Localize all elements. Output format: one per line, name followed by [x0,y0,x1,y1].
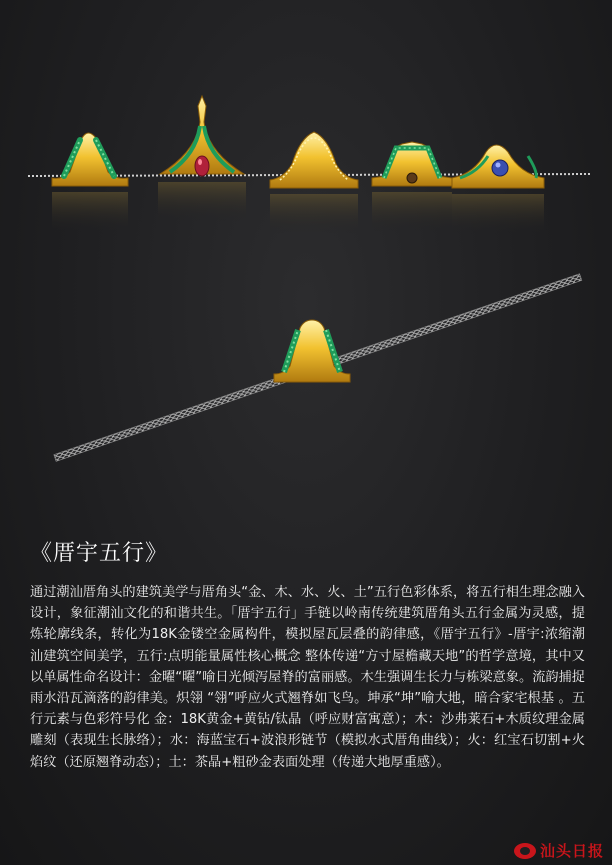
single-charm-bracelet [54,274,582,462]
charm-earth [372,142,452,232]
charm-wood-single [274,320,350,382]
top-bracelet [28,96,590,234]
logo-text: 汕头日报 [539,842,604,860]
article-description: 通过潮汕厝角头的建筑美学与厝角头“金、木、水、火、土”五行色彩体系，将五行相生理念融入设计，象征潮汕文化的和谐共生。「厝宇五行」手链以岭南传统建筑厝角头五行金属为灵感，提炼轮廓线条，转化为18K金镂空金属构件，模拟屋瓦层叠的韵律感，《厝宇五行》-厝宇:浓缩潮汕建筑空间美学，五行:点明能量属性核心概念 整体传递“方寸屋檐藏天地”的哲学意境，其中又以单属性命名设计：金曜“曜”喻日光倾泻屋脊的富丽感。木生强调生长力与栋梁意象。流韵捕捉雨水沿瓦滴落的韵律美。炽翎 “翎”呼应火式翘脊如飞鸟。坤承“坤”喻大地，暗合家宅根基 。五行元素与色彩符号化 金：18K黄金+黄钻/钛晶（呼应财富寓意）；木：沙弗莱石+木质纹理金属雕刻（表现生长脉络）；水：海蓝宝石+波浪形链节（模拟水式厝角曲线）；火：红宝石切割+火焰纹（还原翘脊动态）；土：茶晶+粗砂金表面处理（传递大地厚重感）。 [30,585,585,770]
logo-mark-icon [514,843,536,859]
article-title: 《厝宇五行》 [30,541,169,566]
charm-wood [52,133,128,232]
charm-water [452,145,544,234]
newspaper-logo [514,840,604,861]
charm-fire [158,96,246,222]
charm-metal [270,132,358,234]
